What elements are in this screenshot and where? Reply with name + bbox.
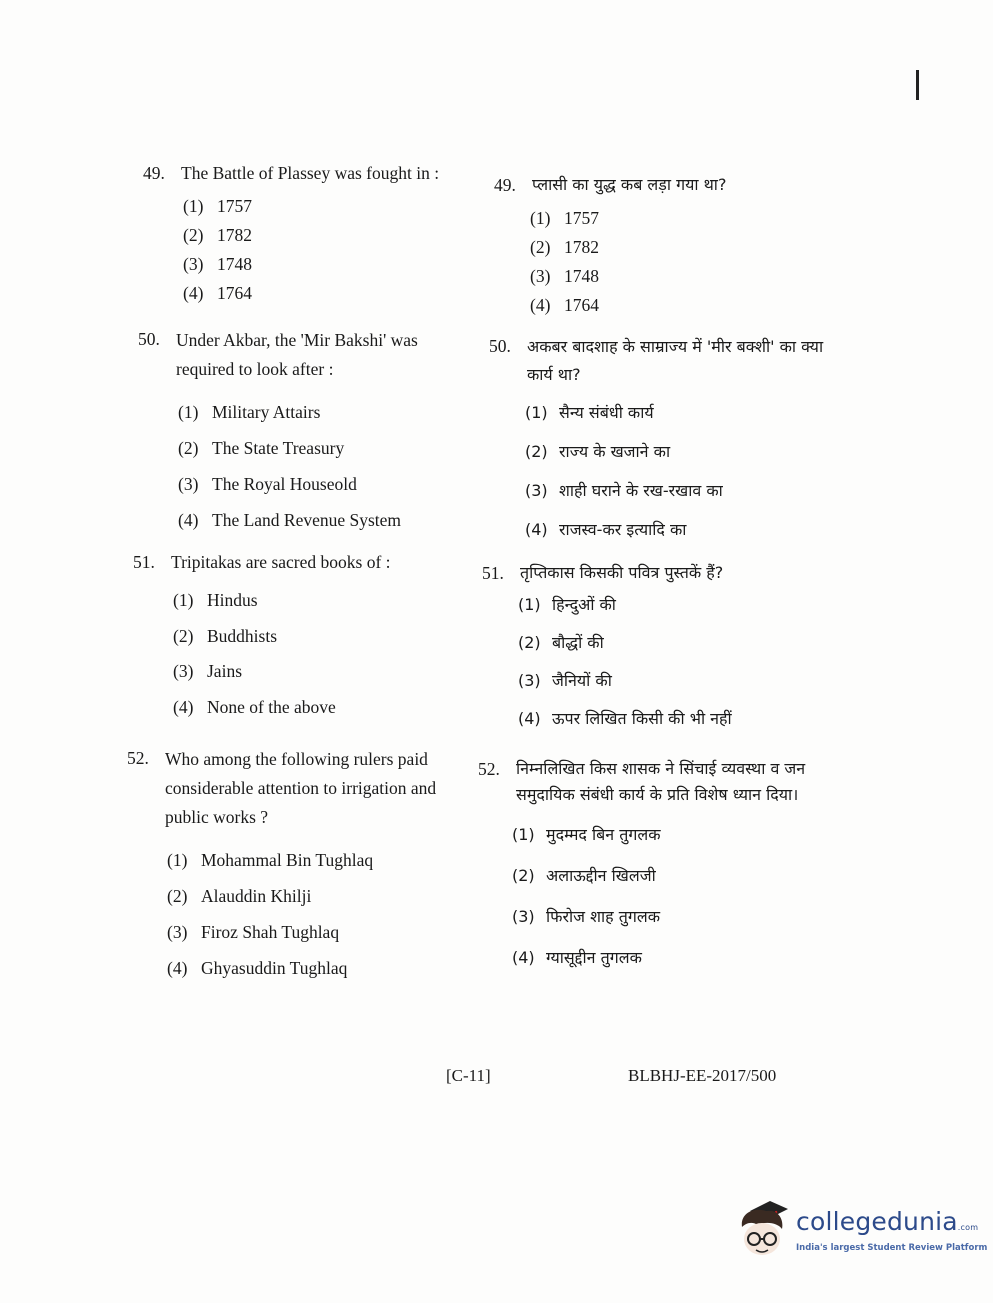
option: (1) 1757 <box>530 208 599 228</box>
question-51-en <box>133 549 473 725</box>
question-text: तृप्तिकास किसकी पवित्र पुस्तकें हैं? <box>520 563 724 582</box>
question-52-en <box>127 745 473 986</box>
question-number: 49. <box>494 175 516 195</box>
question-text: प्लासी का युद्ध कब लड़ा गया था? <box>532 175 727 194</box>
question-text: Who among the following rulers paid considerable attention to irrigation and public works ? <box>165 749 437 827</box>
question-text: निम्नलिखित किस शासक ने सिंचाई व्यवस्था व जन समुदायिक संबंधी कार्य के प्रति विशेष ध्यान दिया। <box>516 759 806 804</box>
question-number: 50. <box>489 336 511 356</box>
page-code: [C-11] <box>446 1066 491 1085</box>
option: (1) 1757 <box>183 196 252 216</box>
option: (4) 1764 <box>530 295 599 315</box>
option: (3) शाही घराने के रख-रखाव का <box>525 481 723 500</box>
option: (2) राज्य के खजाने का <box>525 442 671 461</box>
option: (1) Hindus <box>173 590 258 610</box>
option: (2) Alauddin Khilji <box>167 886 312 906</box>
option: (4) 1764 <box>183 283 252 303</box>
option: (1) Military Attairs <box>178 402 321 422</box>
option: (2) अलाऊद्दीन खिलजी <box>512 866 656 885</box>
option: (2) The State Treasury <box>178 438 345 458</box>
option: (2) 1782 <box>530 237 599 257</box>
question-49-hi <box>494 172 824 320</box>
option: (3) जैनियों की <box>518 671 612 690</box>
option: (4) None of the above <box>173 696 336 717</box>
mascot-icon <box>736 1197 794 1259</box>
question-text: अकबर बादशाह के साम्राज्य में 'मीर बक्शी' का क्या कार्य था? <box>527 337 824 384</box>
question-number: 49. <box>143 163 165 183</box>
option: (1) हिन्दुओं की <box>518 595 616 614</box>
brand-name: collegedunia.com <box>796 1207 979 1236</box>
option: (4) राजस्व-कर इत्यादि का <box>525 520 687 539</box>
option: (4) ऊपर लिखित किसी की भी नहीं <box>518 709 732 728</box>
option: (4) ग्यासूद्दीन तुगलक <box>512 948 642 967</box>
option: (1) सैन्य संबंधी कार्य <box>525 403 654 422</box>
option: (3) The Royal Houseold <box>178 474 357 494</box>
question-number: 52. <box>478 759 500 779</box>
question-text: Tripitakas are sacred books of : <box>171 552 391 572</box>
option: (3) Jains <box>173 661 242 681</box>
option: (3) फिरोज शाह तुगलक <box>512 907 660 926</box>
option: (1) मुदम्मद बिन तुगलक <box>512 825 661 844</box>
brand-tagline: India's largest Student Review Platform <box>796 1243 988 1253</box>
question-text: Under Akbar, the 'Mir Bakshi' was required to look after : <box>176 330 418 379</box>
paper-code: BLBHJ-EE-2017/500 <box>628 1066 777 1085</box>
question-number: 51. <box>133 552 155 572</box>
question-number: 51. <box>482 563 504 583</box>
option: (3) 1748 <box>530 266 599 286</box>
question-50-hi <box>489 333 829 549</box>
question-49-en <box>143 160 483 308</box>
question-50-en <box>138 326 473 538</box>
option: (4) Ghyasuddin Tughlaq <box>167 958 348 978</box>
option: (3) 1748 <box>183 254 252 274</box>
collegedunia-logo <box>736 1197 988 1259</box>
option: (3) Firoz Shah Tughlaq <box>167 922 340 942</box>
question-text: The Battle of Plassey was fought in : <box>181 163 440 183</box>
option: (2) Buddhists <box>173 625 278 646</box>
option: (2) 1782 <box>183 225 252 245</box>
option: (1) Mohammal Bin Tughlaq <box>167 850 374 870</box>
option: (4) The Land Revenue System <box>178 510 402 530</box>
question-51-hi <box>482 560 822 738</box>
question-number: 50. <box>138 329 160 349</box>
question-number: 52. <box>127 748 149 768</box>
option: (2) बौद्धों की <box>518 633 604 652</box>
scan-mark <box>916 70 919 100</box>
question-52-hi <box>478 756 818 978</box>
